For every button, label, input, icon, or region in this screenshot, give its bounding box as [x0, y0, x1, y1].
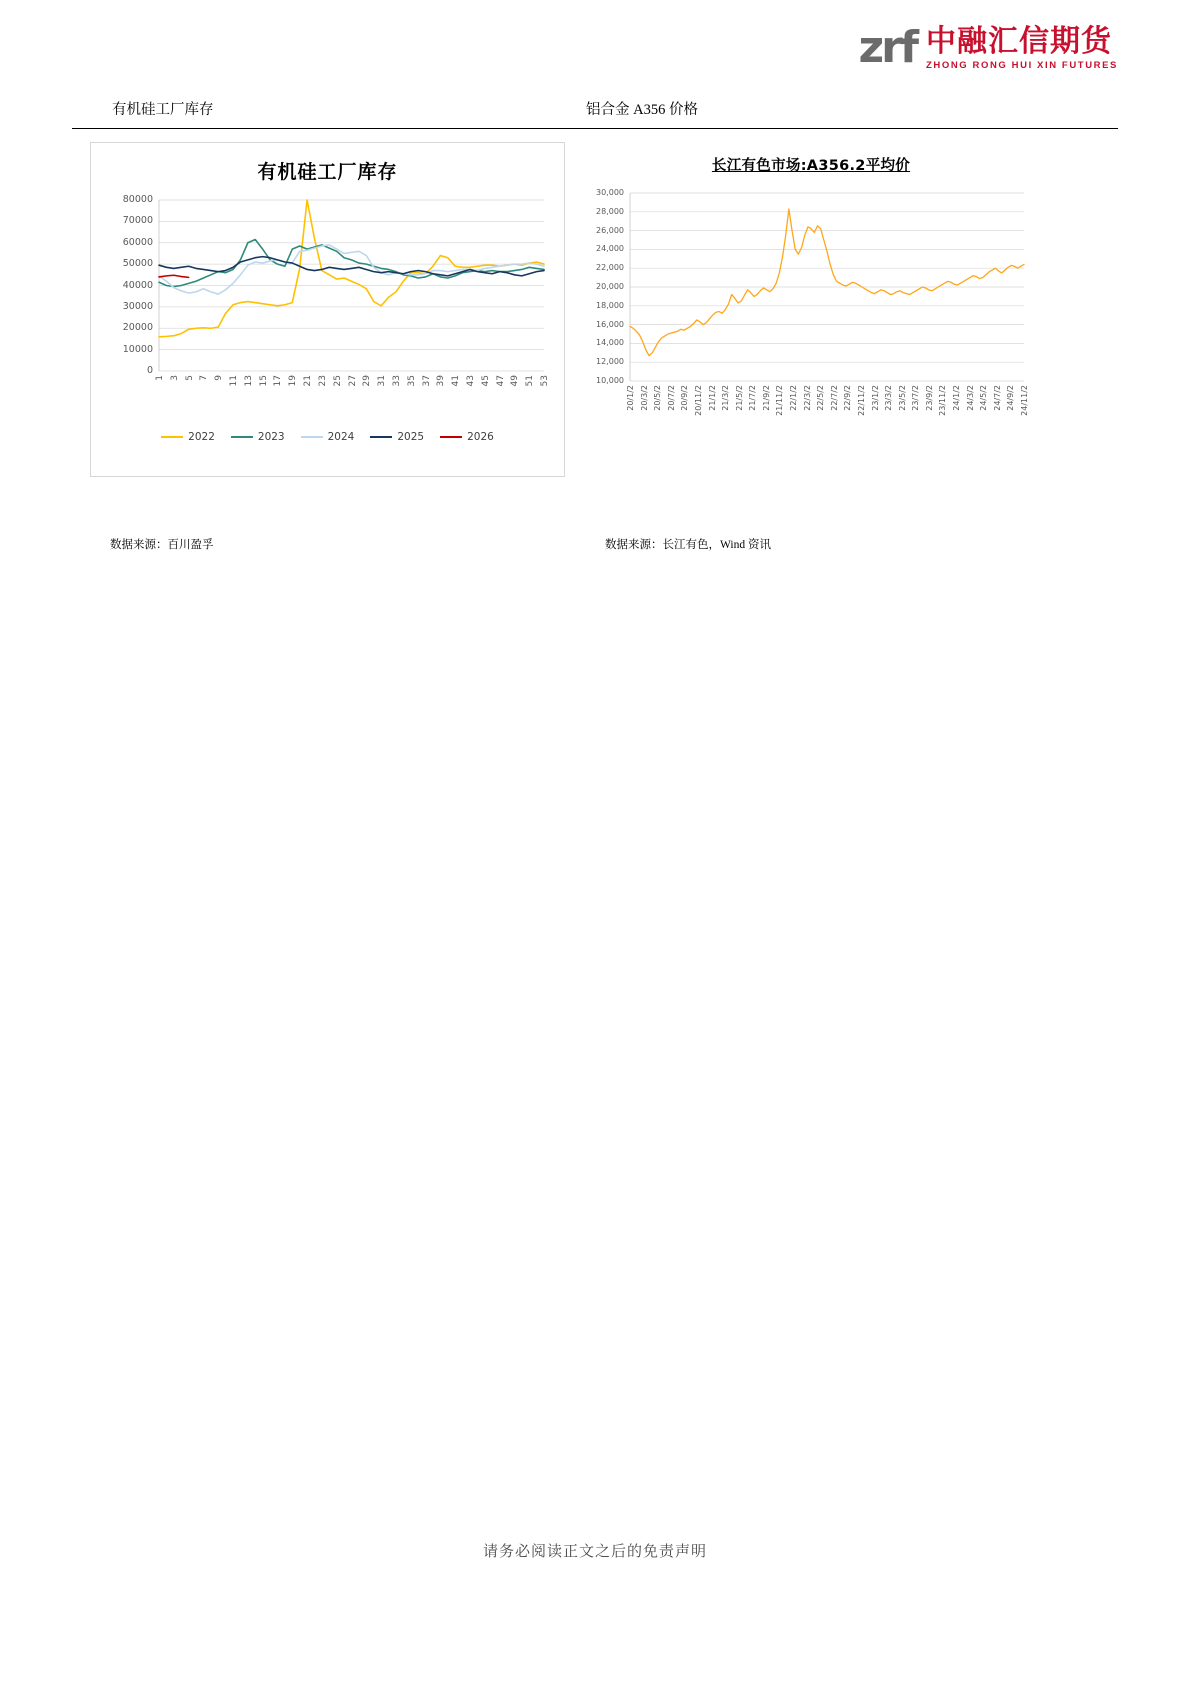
x-tick-label: 25 — [332, 375, 343, 387]
x-tick-label: 5 — [184, 375, 195, 381]
logo-mark — [858, 22, 916, 74]
y-tick-label: 18,000 — [596, 300, 624, 310]
x-tick-label: 22/1/2 — [789, 385, 799, 411]
chart-left-plot — [91, 190, 562, 405]
y-tick-label: 20000 — [122, 322, 153, 334]
x-tick-label: 23/11/2 — [938, 385, 948, 416]
x-tick-label: 23/3/2 — [884, 385, 894, 411]
logo-mark-text: zrf — [858, 22, 916, 74]
legend-label: 2026 — [467, 431, 494, 443]
legend-label: 2024 — [327, 431, 355, 443]
x-tick-label: 19 — [288, 375, 299, 387]
x-tick-label: 24/9/2 — [1006, 385, 1016, 411]
y-tick-label: 40000 — [122, 279, 153, 291]
organosilicon-line-svg — [91, 190, 562, 405]
x-tick-label: 21/11/2 — [775, 385, 785, 416]
x-tick-label: 24/7/2 — [992, 385, 1002, 411]
x-tick-label: 22/3/2 — [802, 385, 812, 411]
legend-swatch — [301, 436, 323, 439]
x-tick-label: 11 — [229, 375, 240, 387]
x-tick-label: 29 — [362, 375, 373, 387]
x-tick-label: 21/5/2 — [734, 385, 744, 411]
y-tick-label: 24,000 — [596, 244, 624, 254]
y-tick-label: 60000 — [122, 236, 153, 248]
x-tick-label: 22/5/2 — [816, 385, 826, 411]
series-line-长江有色市场:A356.2平均价 — [630, 209, 1024, 356]
x-tick-label: 20/3/2 — [639, 385, 649, 411]
y-tick-label: 10000 — [122, 343, 153, 355]
x-tick-label: 20/7/2 — [666, 385, 676, 411]
chart-right-title: 长江有色市场:A356.2平均价 — [711, 158, 911, 174]
legend-label: 2022 — [188, 431, 215, 443]
chart-a356-price — [574, 142, 1048, 475]
x-tick-label: 15 — [258, 375, 269, 387]
y-tick-label: 14,000 — [596, 338, 624, 348]
series-line-2023 — [159, 240, 544, 287]
x-tick-label: 37 — [421, 375, 432, 387]
x-tick-label: 24/5/2 — [979, 385, 989, 411]
x-tick-label: 49 — [510, 375, 521, 387]
y-tick-label: 30,000 — [596, 188, 624, 197]
chart-left-legend — [91, 431, 564, 443]
x-tick-label: 23/5/2 — [897, 385, 907, 411]
x-tick-label: 17 — [273, 375, 284, 387]
heading-left: 有机硅工厂库存 — [112, 102, 214, 118]
legend-swatch — [231, 436, 253, 439]
source-left: 数据来源：百川盈孚 — [110, 539, 214, 551]
x-tick-label: 20/9/2 — [680, 385, 690, 411]
y-tick-label: 80000 — [122, 194, 153, 205]
legend-item-2026 — [440, 431, 494, 443]
x-tick-label: 33 — [391, 375, 402, 387]
x-tick-label: 21/3/2 — [721, 385, 731, 411]
legend-item-2024 — [301, 431, 355, 443]
heading-right: 铝合金 A356 价格 — [586, 102, 698, 118]
legend-item-2023 — [231, 431, 285, 443]
legend-label: 2025 — [397, 431, 425, 443]
x-tick-label: 45 — [480, 375, 491, 387]
x-tick-label: 20/1/2 — [626, 385, 635, 411]
y-tick-label: 30000 — [122, 300, 153, 312]
page-footer: 请务必阅读正文之后的免责声明 — [482, 1544, 707, 1560]
x-tick-label: 7 — [199, 375, 210, 381]
x-tick-label: 39 — [436, 375, 447, 387]
x-tick-label: 24/3/2 — [965, 385, 975, 411]
x-tick-label: 21 — [303, 375, 314, 387]
x-tick-label: 24/1/2 — [952, 385, 962, 411]
y-tick-label: 50000 — [122, 258, 153, 270]
y-tick-label: 16,000 — [596, 319, 624, 329]
x-tick-label: 20/5/2 — [653, 385, 663, 411]
x-tick-label: 53 — [540, 375, 550, 387]
y-tick-label: 28,000 — [596, 206, 624, 216]
x-tick-label: 31 — [377, 375, 388, 387]
legend-swatch — [370, 436, 392, 439]
x-tick-label: 23/1/2 — [870, 385, 880, 411]
x-tick-label: 27 — [347, 375, 358, 387]
a356-line-svg — [574, 183, 1048, 473]
legend-item-2025 — [370, 431, 424, 443]
x-tick-label: 23/9/2 — [924, 385, 934, 411]
x-tick-label: 35 — [406, 375, 417, 387]
x-tick-label: 21/1/2 — [707, 385, 717, 411]
company-logo — [858, 22, 1118, 74]
logo-text-block — [926, 26, 1118, 71]
x-tick-label: 47 — [495, 375, 506, 387]
x-tick-label: 51 — [525, 375, 536, 387]
logo-name-en: ZHONG RONG HUI XIN FUTURES — [925, 59, 1118, 71]
y-tick-label: 26,000 — [596, 225, 624, 235]
x-tick-label: 24/11/2 — [1020, 385, 1029, 416]
logo-name-cn: 中融汇信期货 — [925, 24, 1112, 59]
series-line-2024 — [159, 245, 544, 294]
y-tick-label: 0 — [146, 365, 153, 376]
x-tick-label: 23 — [317, 375, 328, 387]
legend-item-2022 — [161, 431, 215, 443]
chart-organosilicon-inventory — [90, 142, 565, 477]
series-line-2026 — [159, 275, 189, 277]
x-tick-label: 13 — [243, 375, 254, 387]
x-tick-label: 23/7/2 — [911, 385, 921, 411]
section-headings — [72, 98, 1118, 126]
x-tick-label: 9 — [214, 375, 225, 381]
x-tick-label: 22/11/2 — [856, 385, 866, 416]
header-divider — [72, 128, 1118, 129]
legend-swatch — [440, 436, 462, 439]
x-tick-label: 22/9/2 — [843, 385, 853, 411]
source-right: 数据来源：长江有色，Wind 资讯 — [605, 539, 771, 551]
x-tick-label: 21/7/2 — [748, 385, 758, 411]
chart-right-plot — [574, 183, 1048, 473]
x-tick-label: 43 — [465, 375, 476, 387]
x-tick-label: 3 — [169, 375, 180, 381]
x-tick-label: 22/7/2 — [829, 385, 839, 411]
y-tick-label: 22,000 — [596, 263, 624, 273]
y-tick-label: 12,000 — [596, 357, 624, 367]
legend-swatch — [161, 436, 183, 439]
x-tick-label: 41 — [451, 375, 462, 387]
legend-label: 2023 — [257, 431, 285, 443]
y-tick-label: 20,000 — [596, 282, 624, 291]
x-tick-label: 21/9/2 — [761, 385, 771, 411]
chart-left-title: 有机硅工厂库存 — [257, 161, 398, 183]
y-tick-label: 10,000 — [596, 376, 624, 385]
x-tick-label: 1 — [155, 375, 165, 381]
x-tick-label: 20/11/2 — [693, 385, 703, 416]
y-tick-label: 70000 — [122, 215, 153, 227]
